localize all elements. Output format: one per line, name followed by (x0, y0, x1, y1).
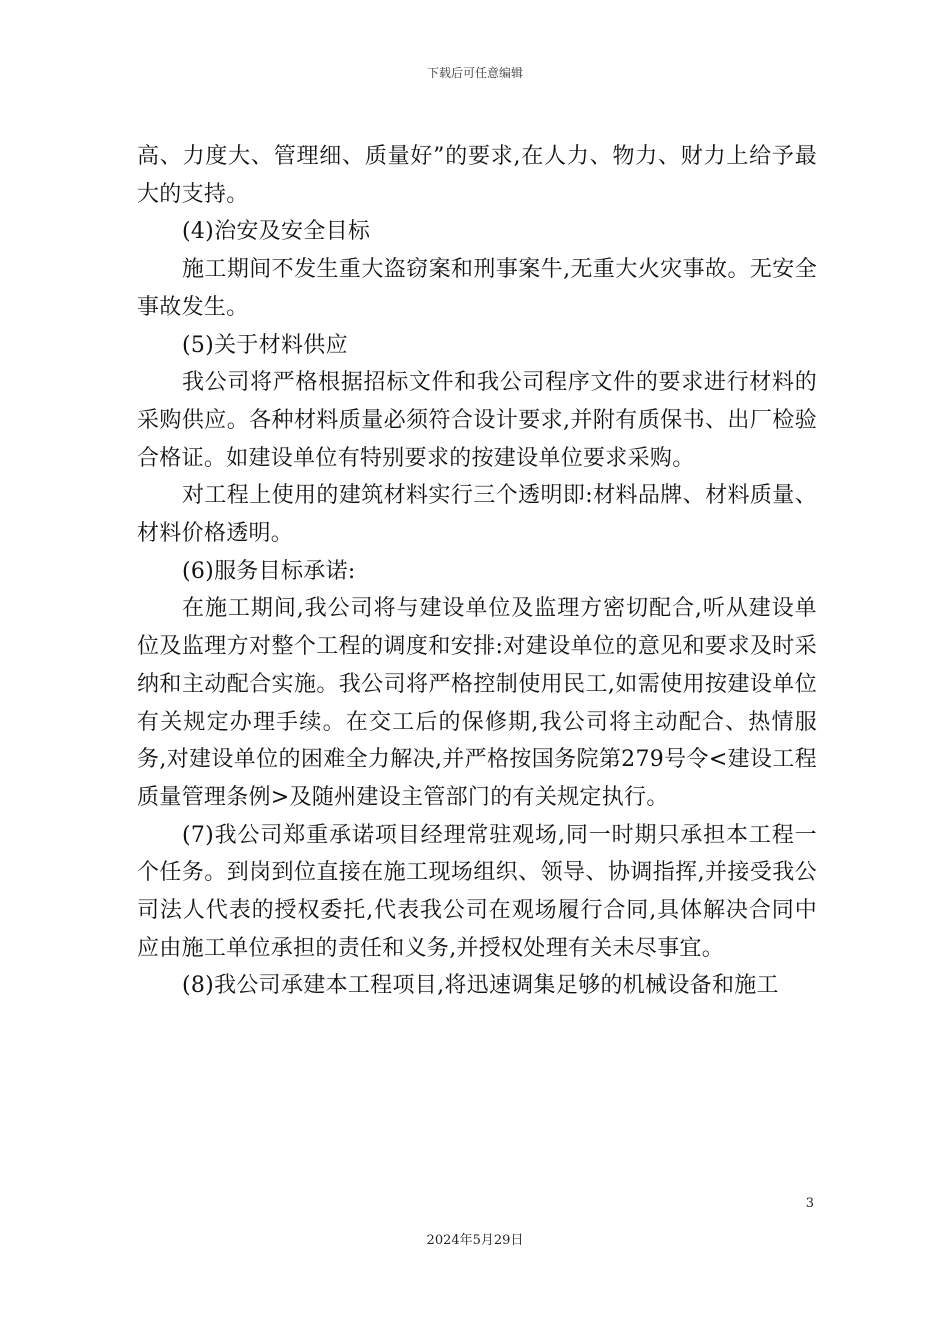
paragraph: 我公司将严格根据招标文件和我公司程序文件的要求进行材料的采购供应。各种材料质量必须符合设计要求,并附有质保书、出厂检验合格证。如建设单位有特别要求的按建设单位要求采购。 (137, 370, 817, 471)
paragraph: (7)我公司郑重承诺项目经理常驻观场,同一时期只承担本工程一个任务。到岗到位直接在施工现场组织、领导、协调指挥,并接受我公司法人代表的授权委托,代表我公司在观场履行合同,具体解决合同中应由施工单位承担的责任和义务,并授权处理有关未尽事宜。 (137, 822, 817, 961)
section-heading: (6)服务目标承诺: (182, 558, 356, 584)
paragraph: 高、力度大、管理细、质量好”的要求,在人力、物力、财力上给予最大的支持。 (137, 144, 817, 207)
paragraph: (8)我公司承建本工程项目,将迅速调集足够的机械设备和施工 (182, 973, 779, 999)
page-number: 3 (805, 1196, 814, 1211)
page-header: 下载后可任意编辑 (426, 66, 523, 80)
paragraph: 施工期间不发生重大盗窃案和刑事案牛,无重大火灾事故。无安全事故发生。 (137, 257, 817, 320)
page-footer-date: 2024年5月29日 (426, 1233, 524, 1248)
section-heading: (5)关于材料供应 (182, 332, 348, 358)
paragraph: 在施工期间,我公司将与建设单位及监理方密切配合,听从建设单位及监理方对整个工程的调度和安排:对建设单位的意见和要求及时采纳和主动配合实施。我公司将严格控制使用民工,如需使用按建设单位有关规定办理手续。在交工后的保修期,我公司将主动配合、热情服务,对建设单位的困难全力解决,并严格按国务院第279号令<建设工程质量管理条例>及随州建设主管部门的有关规定执行。 (137, 596, 817, 810)
paragraph: 对工程上使用的建筑材料实行三个透明即:材料品牌、材料质量、材料价格透明。 (137, 483, 817, 547)
section-heading: (4)治安及安全目标 (182, 219, 371, 245)
document-body (137, 138, 817, 1005)
